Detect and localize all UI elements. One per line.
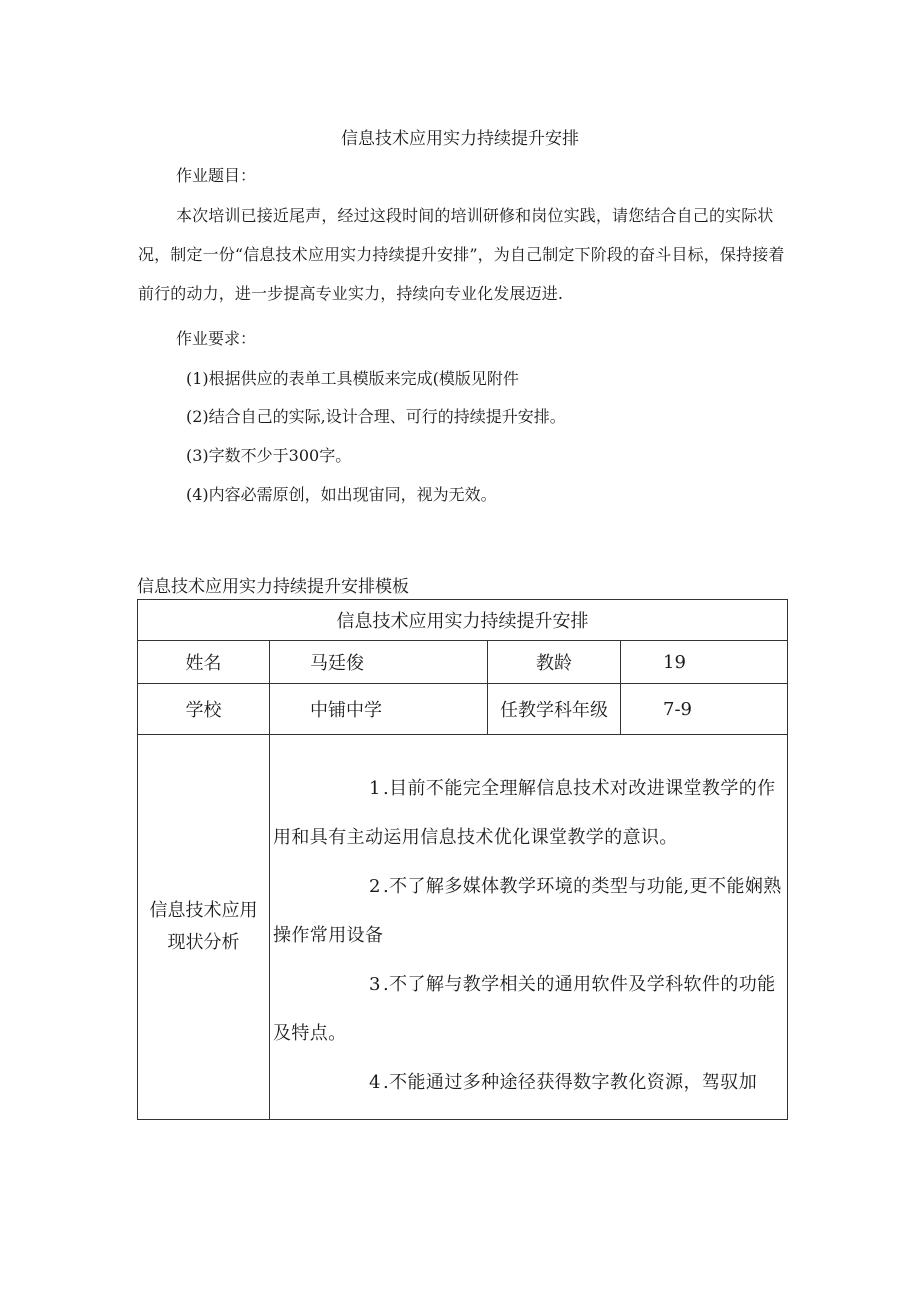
- table-row: [138, 641, 788, 684]
- teaching-years-label: 教龄: [488, 641, 621, 684]
- name-value: 马廷俊: [270, 641, 488, 684]
- analysis-item-3: 3 .不了解与教学相关的通用软件及学科软件的功能及特点。: [273, 974, 776, 1044]
- requirement-item-3: (3)字数不少于300字。: [186, 446, 352, 465]
- requirement-item-4: (4)内容必需原创，如出现宙同，视为无效。: [186, 485, 497, 504]
- status-analysis-label: [138, 735, 270, 1120]
- teaching-years-value: 19: [621, 641, 788, 684]
- table-title-cell: 信息技术应用实力持续提升安排: [138, 600, 788, 641]
- requirement-item-2: (2)结合自己的实际,设计合理、可行的持续提升安排。: [186, 407, 566, 426]
- document-title: 信息技术应用实力持续提升安排: [341, 129, 579, 149]
- analysis-item-4: 4 .不能通过多种途径获得数字教化资源，驾驭加: [369, 1072, 758, 1093]
- school-label: 学校: [138, 684, 270, 735]
- grade-value: 7-9: [621, 684, 788, 735]
- template-heading: 信息技术应用实力持续提升安排模板: [137, 577, 409, 597]
- assignment-label: 作业题目：: [176, 166, 257, 185]
- status-label-line2: 现状分析: [167, 932, 240, 953]
- table-row: [138, 735, 788, 1120]
- requirements-label: 作业要求：: [176, 329, 257, 348]
- school-value: 中铺中学: [270, 684, 488, 735]
- table-row: [138, 684, 788, 735]
- analysis-item-1: 1 .目前不能完全理解信息技术对改进课堂教学的作用和具有主动运用信息技术优化课堂教学的意识。: [273, 778, 776, 848]
- grade-label: 任教学科年级: [488, 684, 621, 735]
- requirement-item-1: (1)根据供应的表单工具模版来完成(模版见附件: [186, 369, 519, 388]
- status-analysis-content: [270, 735, 788, 1120]
- plan-form-table: [137, 599, 788, 1120]
- table-row: [138, 600, 788, 641]
- status-label-line1: 信息技术应用: [149, 900, 258, 921]
- analysis-item-2: 2 .不了解多媒体教学环境的类型与功能,更不能娴熟操作常用设备: [273, 876, 782, 946]
- assignment-text: 本次培训已接近尾声，经过这段时间的培训研修和岗位实践，请您结合自己的实际状况，制定一份“信息技术应用实力持续提升安排”，为自己制定下阶段的奋斗目标，保持接着前行的动力，进一步提高专业实力，持续向专业化发展迈进.: [138, 206, 785, 303]
- name-label: 姓名: [138, 641, 270, 684]
